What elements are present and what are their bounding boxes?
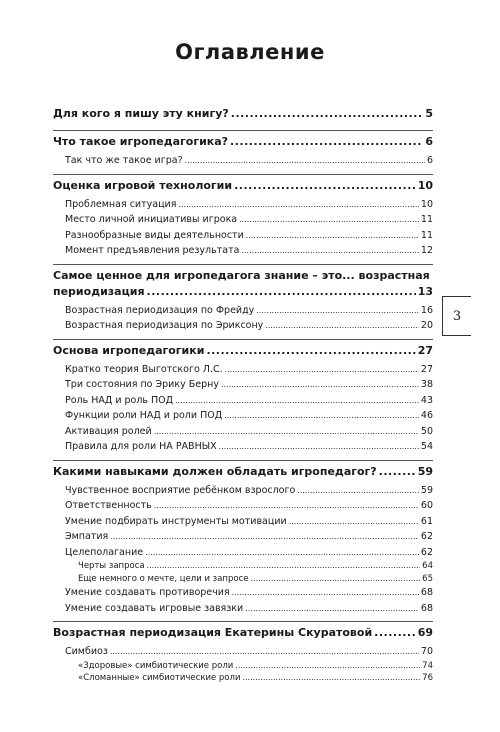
subsection-title: Проблемная ситуация — [65, 198, 177, 210]
toc-subsection-entry[interactable] — [53, 408, 433, 424]
toc-chapter-entry[interactable] — [53, 268, 433, 300]
toc-chapter-entry[interactable] — [53, 464, 433, 480]
subsection-page: 6 — [426, 155, 433, 166]
subsection-page: 62 — [420, 531, 433, 542]
toc-chapter-entry[interactable] — [53, 178, 433, 194]
toc-subsubsection-entry[interactable] — [53, 560, 433, 573]
toc-chapter-entry[interactable] — [53, 343, 433, 359]
toc-subsection-entry[interactable] — [53, 529, 433, 545]
chapter-page: 10 — [417, 178, 433, 192]
dot-leader — [145, 545, 419, 561]
subsubsection-title: Черты запроса — [78, 561, 145, 571]
dot-leader — [379, 464, 416, 480]
dot-leader — [230, 134, 423, 150]
page-title: Оглавление — [175, 40, 325, 64]
dot-leader — [256, 303, 419, 319]
dot-leader — [225, 362, 419, 378]
table-of-contents — [53, 103, 433, 690]
subsection-page: 68 — [420, 602, 433, 614]
dot-leader — [242, 672, 420, 685]
subsection-title: Чувственное восприятие ребёнком взрослого — [65, 484, 296, 496]
chapter-page: 13 — [417, 284, 433, 298]
page-number: 3 — [452, 308, 462, 324]
dot-leader — [178, 197, 418, 213]
dot-leader — [234, 178, 416, 194]
chapter-title: Для кого я пишу эту книгу? — [53, 107, 229, 120]
toc-subsection-entry[interactable] — [53, 197, 433, 213]
toc-chapter-entry[interactable] — [53, 625, 433, 641]
subsection-page: 60 — [420, 500, 433, 511]
toc-subsubsection-entry[interactable] — [53, 660, 433, 673]
subsection-page: 20 — [420, 320, 433, 331]
subsubsection-page: 74 — [422, 660, 433, 671]
subsubsection-page: 65 — [422, 573, 433, 584]
chapter-page: 6 — [425, 135, 433, 148]
toc-subsection-entry[interactable] — [53, 212, 433, 228]
subsection-title: Роль НАД и роль ПОД — [65, 394, 174, 406]
chapter-page: 59 — [417, 464, 433, 478]
subsubsection-title: «Сломанные» симбиотические роли — [78, 673, 241, 683]
toc-section — [53, 622, 433, 690]
subsection-title: Ответственность — [65, 500, 152, 511]
toc-subsection-entry[interactable] — [53, 514, 433, 530]
subsection-title: Умение создавать противоречия — [65, 587, 230, 598]
chapter-page: 69 — [417, 626, 433, 639]
dot-leader — [154, 424, 419, 440]
subsection-page: 61 — [420, 515, 433, 527]
subsection-page: 12 — [420, 245, 433, 256]
subsection-page: 50 — [420, 425, 433, 437]
toc-subsection-entry[interactable] — [53, 483, 433, 499]
dot-leader — [175, 393, 419, 409]
subsection-page: 38 — [420, 379, 433, 390]
toc-subsection-entry[interactable] — [53, 644, 433, 660]
dot-leader — [219, 439, 419, 455]
subsection-title: Три состояния по Эрику Берну — [65, 379, 219, 390]
dot-leader — [250, 573, 420, 586]
subsection-page: 27 — [420, 363, 433, 375]
toc-section — [53, 103, 433, 131]
subsection-title: Целеполагание — [65, 546, 144, 558]
subsection-page: 11 — [420, 214, 433, 225]
toc-section — [53, 131, 433, 175]
subsubsection-page: 64 — [422, 561, 433, 571]
subsection-page: 62 — [420, 546, 433, 558]
subsection-title: Место личной инициативы игрока — [65, 214, 238, 225]
toc-subsection-entry[interactable] — [53, 362, 433, 378]
toc-subsection-entry[interactable] — [53, 601, 433, 617]
toc-subsection-entry[interactable] — [53, 424, 433, 440]
toc-section — [53, 265, 433, 340]
chapter-title: Какими навыками должен обладать игропедагог? — [53, 464, 377, 478]
dot-leader — [265, 318, 419, 334]
chapter-page: 5 — [425, 107, 433, 120]
subsubsection-title: Еще немного о мечте, цели и запросе — [78, 573, 249, 584]
subsection-title: Эмпатия — [65, 531, 109, 542]
toc-subsection-entry[interactable] — [53, 243, 433, 259]
subsection-page: 68 — [420, 587, 433, 598]
toc-subsection-entry[interactable] — [53, 318, 433, 334]
subsection-page: 54 — [420, 441, 433, 452]
dot-leader — [154, 498, 419, 514]
chapter-title: Основа игропедагогики — [53, 343, 205, 357]
chapter-page: 27 — [417, 343, 433, 357]
subsection-title: Умение создавать игровые завязки — [65, 602, 244, 614]
subsection-title: Умение подбирать инструменты мотивации — [65, 515, 287, 527]
toc-subsection-entry[interactable] — [53, 585, 433, 601]
dot-leader — [289, 514, 419, 530]
dot-leader — [206, 343, 415, 359]
dot-leader — [147, 560, 421, 573]
subsubsection-title: «Здоровые» симбиотические роли — [78, 660, 234, 671]
dot-leader — [241, 243, 418, 259]
dot-leader — [147, 284, 416, 300]
toc-subsection-entry[interactable] — [53, 153, 433, 169]
subsection-title: Кратко теория Выготского Л.С. — [65, 363, 223, 375]
toc-subsection-entry[interactable] — [53, 377, 433, 393]
dot-leader — [374, 625, 416, 641]
subsubsection-page: 76 — [422, 673, 433, 683]
chapter-title: Что такое игропедагогика? — [53, 135, 229, 148]
subsection-page: 46 — [420, 410, 433, 421]
toc-subsubsection-entry[interactable] — [53, 573, 433, 586]
toc-subsubsection-entry[interactable] — [53, 672, 433, 685]
subsection-title: Активация ролей — [65, 425, 152, 437]
toc-subsection-entry[interactable] — [53, 498, 433, 514]
dot-leader — [232, 585, 419, 601]
dot-leader — [297, 483, 419, 499]
chapter-title-line2: периодизация — [53, 284, 145, 298]
subsection-title: Разнообразные виды деятельности — [65, 229, 244, 241]
dot-leader — [110, 644, 419, 660]
subsection-title: Симбиоз — [65, 646, 108, 657]
dot-leader — [235, 660, 420, 673]
toc-subsection-entry[interactable] — [53, 393, 433, 409]
chapter-title-line1: Самое ценное для игропедагога знание – это... возрастная — [53, 268, 430, 282]
subsection-title: Правила для роли НА РАВНЫХ — [65, 441, 217, 452]
subsection-page: 70 — [420, 646, 433, 657]
dot-leader — [110, 529, 419, 545]
toc-chapter-entry[interactable] — [53, 134, 433, 150]
toc-chapter-entry[interactable] — [53, 106, 433, 122]
subsection-title: Так что же такое игра? — [65, 155, 183, 166]
subsection-page: 10 — [420, 198, 433, 210]
subsection-title: Возрастная периодизация по Фрейду — [65, 304, 255, 316]
toc-subsection-entry[interactable] — [53, 545, 433, 561]
subsection-title: Момент предъявления результата — [65, 245, 240, 256]
subsection-page: 43 — [420, 394, 433, 406]
toc-subsection-entry[interactable] — [53, 303, 433, 319]
chapter-title: Оценка игровой технологии — [53, 178, 233, 192]
dot-leader — [185, 153, 425, 169]
toc-section — [53, 175, 433, 265]
chapter-title: Возрастная периодизация Екатерины Скуратовой — [53, 626, 373, 639]
subsection-page: 11 — [420, 229, 433, 241]
toc-subsection-entry[interactable] — [53, 228, 433, 244]
dot-leader — [221, 377, 419, 393]
dot-leader — [224, 408, 419, 424]
subsection-title: Функции роли НАД и роли ПОД — [65, 410, 223, 421]
subsection-title: Возрастная периодизация по Эриксону — [65, 320, 264, 331]
toc-section — [53, 461, 433, 623]
page-number-tab — [442, 296, 471, 336]
subsection-page: 16 — [420, 304, 433, 316]
dot-leader — [239, 212, 419, 228]
dot-leader — [246, 228, 419, 244]
toc-section — [53, 340, 433, 461]
dot-leader — [231, 106, 424, 122]
dot-leader — [245, 601, 419, 617]
toc-subsection-entry[interactable] — [53, 439, 433, 455]
subsection-page: 59 — [420, 484, 433, 496]
